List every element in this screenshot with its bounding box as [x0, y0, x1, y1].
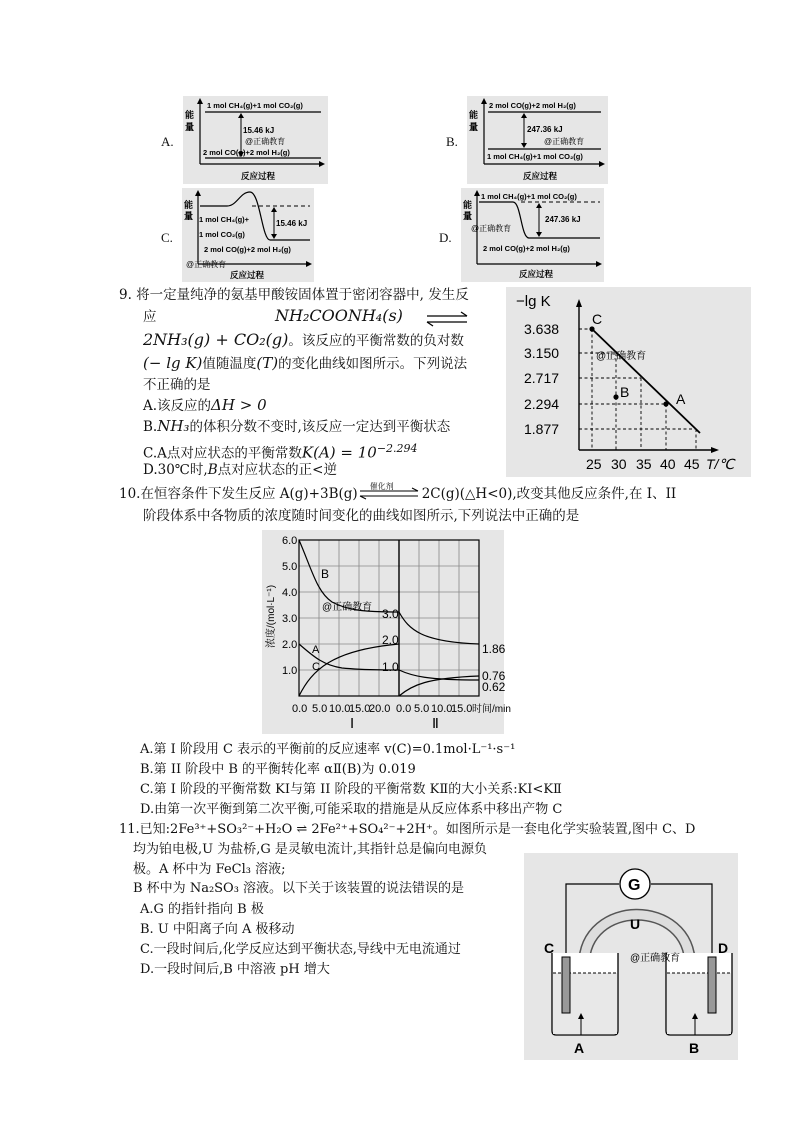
q8-option-c-letter: C. — [161, 230, 173, 245]
apparatus-g-label: G — [628, 877, 641, 894]
q8-a-xlabel: 反应过程 — [241, 171, 276, 181]
q9-opt-b-text: 的体积分数不变时,该反应一定达到平衡状态 — [189, 419, 451, 435]
q8-b-bottom: 1 mol CH₄(g)+1 mol CO₂(g) — [487, 152, 583, 161]
q8-d-xlabel: 反应过程 — [519, 269, 554, 279]
q10-ytick-0: 6.0 — [282, 535, 298, 547]
q11-line4: B 杯中为 Na₂SO₃ 溶液。以下关于该装置的说法错误的是 — [133, 881, 465, 896]
q10-ytick-3: 3.0 — [282, 613, 298, 625]
q8-a-ylabel1: 能 — [185, 110, 195, 120]
q8-b-watermark: @正确教育 — [544, 137, 585, 146]
apparatus-a-label: A — [574, 1040, 585, 1056]
q10-xtick-0: 0.0 — [292, 703, 308, 715]
q8-d-watermark: @正确教育 — [471, 224, 512, 233]
q10-label-b: B — [321, 567, 330, 581]
q9-point-b-label: B — [620, 384, 630, 400]
q9-xtick-2: 35 — [636, 456, 652, 472]
q9-ytick-4: 1.877 — [524, 421, 560, 437]
apparatus-c-label: C — [544, 940, 555, 956]
q8-option-b-diagram — [467, 96, 608, 184]
q8-option-b-letter: B. — [446, 134, 458, 149]
q8-d-bottom: 2 mol CO(g)+2 mol H₂(g) — [483, 244, 570, 253]
q10-option-d: D.由第一次平衡到第二次平衡,可能采取的措施是从反应体系中移出产物 C — [140, 802, 563, 817]
q9-point-a-label: A — [676, 391, 686, 407]
q9-opt-b-math: NH₃ — [157, 417, 190, 435]
q10-xtick-5: 0.0 — [396, 703, 412, 715]
q9-opt-c-prefix: C. — [143, 445, 158, 462]
q8-option-d-letter: D. — [439, 230, 452, 245]
q10-xunit: 时间/min — [472, 704, 511, 715]
q9-ytick-3: 2.294 — [524, 396, 560, 412]
q8-b-ylabel2: 量 — [469, 122, 479, 132]
electrode-c — [562, 957, 570, 1013]
q10-xtick-7: 10.0 — [431, 703, 453, 715]
q10-stage-2: Ⅱ — [432, 715, 439, 731]
q11-line1: 11.已知:2Fe³⁺+SO₃²⁻+H₂O ⇌ 2Fe²⁺+SO₄²⁻+2H⁺。如图所示是一套电化学实验装置,图中 C、D — [119, 822, 696, 837]
q8-b-top: 2 mol CO(g)+2 mol H₂(g) — [489, 101, 576, 110]
q10-option-b: B.第 II 阶段中 B 的平衡转化率 αⅡ(B)为 0.019 — [140, 762, 416, 777]
q9-neg-lgk: (− lg K) — [143, 354, 203, 372]
q9-ytick-0: 3.638 — [524, 321, 560, 337]
q9-graph-ylabel: −lg K — [516, 293, 551, 310]
q10-label-c: C — [312, 661, 320, 673]
q9-line2 — [143, 306, 403, 328]
q8-d-ylabel2: 量 — [463, 211, 473, 221]
q10-option-a: A.第 I 阶段用 C 表示的平衡前的反应速率 v(C)=0.1mol·L⁻¹·s⁻¹ — [140, 742, 516, 757]
q9-graph-xlabel: T/℃ — [706, 456, 735, 472]
q9-line2-prefix: 应 — [143, 309, 157, 325]
q11-option-b: B. U 中阳离子向 A 极移动 — [140, 922, 295, 937]
concentration-time-graph — [262, 530, 511, 734]
energy-diagram-b — [467, 96, 608, 184]
q10-catalyst-label: 催化剂 — [369, 482, 394, 491]
energy-diagram-a — [183, 96, 328, 184]
apparatus-u-label: U — [630, 916, 641, 932]
q10-line2: 阶段体系中各物质的浓度随时间变化的曲线如图所示,下列说法中正确的是 — [143, 508, 580, 524]
q9-line4-b: 值随温度 — [202, 356, 257, 372]
q8-c-watermark: @正确教育 — [186, 260, 227, 269]
q10-label-a: A — [312, 644, 320, 656]
q10-graph — [262, 530, 511, 734]
q8-c-ylabel1: 能 — [184, 200, 194, 210]
q9-line3 — [143, 330, 464, 352]
q10-xtick-4: 20.0 — [369, 703, 391, 715]
q9-equation-right: 2NH₃(g) + CO₂(g) — [143, 330, 289, 349]
q9-line1: 9. 将一定量纯净的氨基甲酸铵固体置于密闭容器中, 发生反 — [119, 287, 469, 303]
q8-b-xlabel: 反应过程 — [523, 171, 558, 181]
q9-line3-suffix: 。该反应的平衡常数的负对数 — [288, 333, 464, 349]
apparatus-d-label: D — [718, 940, 729, 956]
q9-point-c-label: C — [592, 311, 603, 327]
q9-opt-d-math: B — [207, 462, 218, 478]
energy-diagram-d — [461, 188, 604, 282]
q11-line2: 均为铂电极,U 为盐桥,G 是灵敏电流计,其指针总是偏向电源负 — [133, 842, 488, 857]
electrode-d — [708, 957, 716, 1013]
q8-c-top: 1 mol CH₄(g)+ — [199, 215, 250, 224]
q8-b-ylabel1: 能 — [469, 110, 479, 120]
q8-b-delta: 247.36 kJ — [527, 125, 563, 134]
q8-a-delta: 15.46 kJ — [243, 126, 275, 135]
q9-point-a — [663, 401, 668, 406]
q9-opt-c-exp: −2.294 — [376, 442, 418, 455]
q11-line3: 极。A 杯中为 FeCl₃ 溶液; — [133, 862, 286, 877]
q9-ytick-1: 3.150 — [524, 345, 560, 361]
q9-point-b — [613, 394, 618, 399]
q9-line5: 不正确的是 — [143, 377, 211, 393]
q10-graph-watermark: @正确教育 — [322, 602, 373, 613]
q8-d-top: 1 mol CH₄(g)+1 mol CO₂(g) — [481, 192, 577, 201]
q10-value-3: 3.0 — [382, 607, 399, 621]
q9-equation-left: NH₂COONH₄(s) — [275, 306, 403, 325]
q10-option-c: C.第 I 阶段的平衡常数 KⅠ与第 II 阶段的平衡常数 KⅡ的大小关系:KⅠ<KⅡ — [140, 782, 562, 797]
q10-xtick-3: 15.0 — [349, 703, 371, 715]
q9-opt-a-prefix: A.该反应的 — [143, 398, 212, 414]
q8-a-ylabel2: 量 — [185, 122, 195, 132]
q9-line4-d: 的变化曲线如图所示。下列说法 — [278, 356, 468, 372]
lgk-temperature-graph — [506, 287, 751, 477]
q10-ytick-5: 1.0 — [282, 665, 298, 677]
q8-option-a-letter: A. — [161, 134, 174, 149]
q9-graph-line — [592, 329, 700, 433]
apparatus-b-label: B — [689, 1040, 700, 1056]
q10-xtick-2: 10.0 — [329, 703, 351, 715]
q10-xtick-6: 5.0 — [414, 703, 430, 715]
q10-right-3: 0.62 — [482, 680, 506, 694]
q8-d-delta: 247.36 kJ — [545, 215, 581, 224]
q8-a-top: 1 mol CH₄(g)+1 mol CO₂(g) — [207, 101, 303, 110]
q8-a-watermark: @正确教育 — [245, 137, 286, 146]
q11-option-d: D.一段时间后,B 中溶液 pH 增大 — [140, 962, 330, 977]
q9-xtick-3: 40 — [660, 456, 676, 472]
q10-stage-1: Ⅰ — [350, 715, 355, 731]
q9-opt-c-math: K(A) = 10 — [301, 443, 377, 462]
q9-opt-c-text: A点对应状态的平衡常数 — [157, 445, 302, 462]
q9-line4 — [143, 354, 467, 375]
q8-a-bottom: 2 mol CO(g)+2 mol H₂(g) — [203, 148, 290, 157]
q9-opt-d-prefix: D.30℃时, — [143, 462, 208, 478]
q10-xtick-1: 5.0 — [312, 703, 328, 715]
q8-option-a-diagram — [183, 96, 328, 184]
q8-c-delta: 15.46 kJ — [276, 219, 308, 228]
q10-catalyst-arrow — [358, 482, 422, 505]
q10-line1-b: 2C(g)(△H<0),改变其他反应条件,在 I、II — [421, 486, 677, 502]
q10-ytick-1: 5.0 — [282, 561, 298, 573]
equilibrium-arrow-icon — [425, 312, 469, 326]
energy-diagram-c — [182, 188, 314, 282]
q8-d-ylabel1: 能 — [463, 200, 473, 210]
q10-ytick-2: 4.0 — [282, 587, 298, 599]
q9-t: (T) — [256, 354, 279, 372]
q9-option-b: B.NH₃的体积分数不变时,该反应一定达到平衡状态 — [143, 417, 451, 435]
q9-point-c — [589, 326, 594, 331]
q9-opt-a-math: ΔH > 0 — [211, 396, 267, 414]
q8-c-bottom: 2 mol CO(g)+2 mol H₂(g) — [204, 245, 291, 254]
q9-ytick-2: 2.717 — [524, 370, 560, 386]
q9-graph — [506, 287, 751, 477]
q10-value-1: 1.0 — [382, 660, 399, 674]
q10-right-2: 0.76 — [482, 669, 506, 683]
electrochemical-cell-diagram — [524, 853, 738, 1060]
apparatus-watermark: @正确教育 — [630, 953, 681, 964]
q10-line1-a: 10.在恒容条件下发生反应 A(g)+3B(g) — [119, 486, 358, 502]
q10-line1 — [119, 482, 677, 505]
q8-c-xlabel: 反应过程 — [230, 270, 265, 280]
q8-c-top2: 1 mol CO₂(g) — [199, 230, 245, 239]
q11-apparatus — [524, 853, 738, 1060]
q11-option-c: C.一段时间后,化学反应达到平衡状态,导线中无电流通过 — [140, 942, 461, 957]
q8-c-ylabel2: 量 — [184, 211, 194, 221]
q9-graph-watermark: @正确教育 — [596, 351, 647, 362]
q9-xtick-4: 45 — [684, 456, 700, 472]
q9-option-a — [143, 396, 267, 417]
q11-option-a: A.G 的指针指向 B 极 — [140, 902, 264, 917]
q10-value-2: 2.0 — [382, 633, 399, 647]
q9-opt-d-text: 点对应状态的正<逆 — [217, 462, 337, 478]
q9-xtick-0: 25 — [586, 456, 602, 472]
q10-right-1: 1.86 — [482, 642, 506, 656]
q10-ylabel: 浓度/(mol·L⁻¹) — [266, 584, 277, 648]
q10-equilibrium-arrow-icon — [358, 488, 420, 500]
q8-option-c-diagram — [182, 188, 314, 282]
q10-xtick-8: 15.0 — [451, 703, 473, 715]
q8-option-d-diagram — [461, 188, 604, 282]
q10-ytick-4: 2.0 — [282, 639, 298, 651]
q9-option-d — [143, 461, 337, 481]
q9-xtick-1: 30 — [611, 456, 627, 472]
